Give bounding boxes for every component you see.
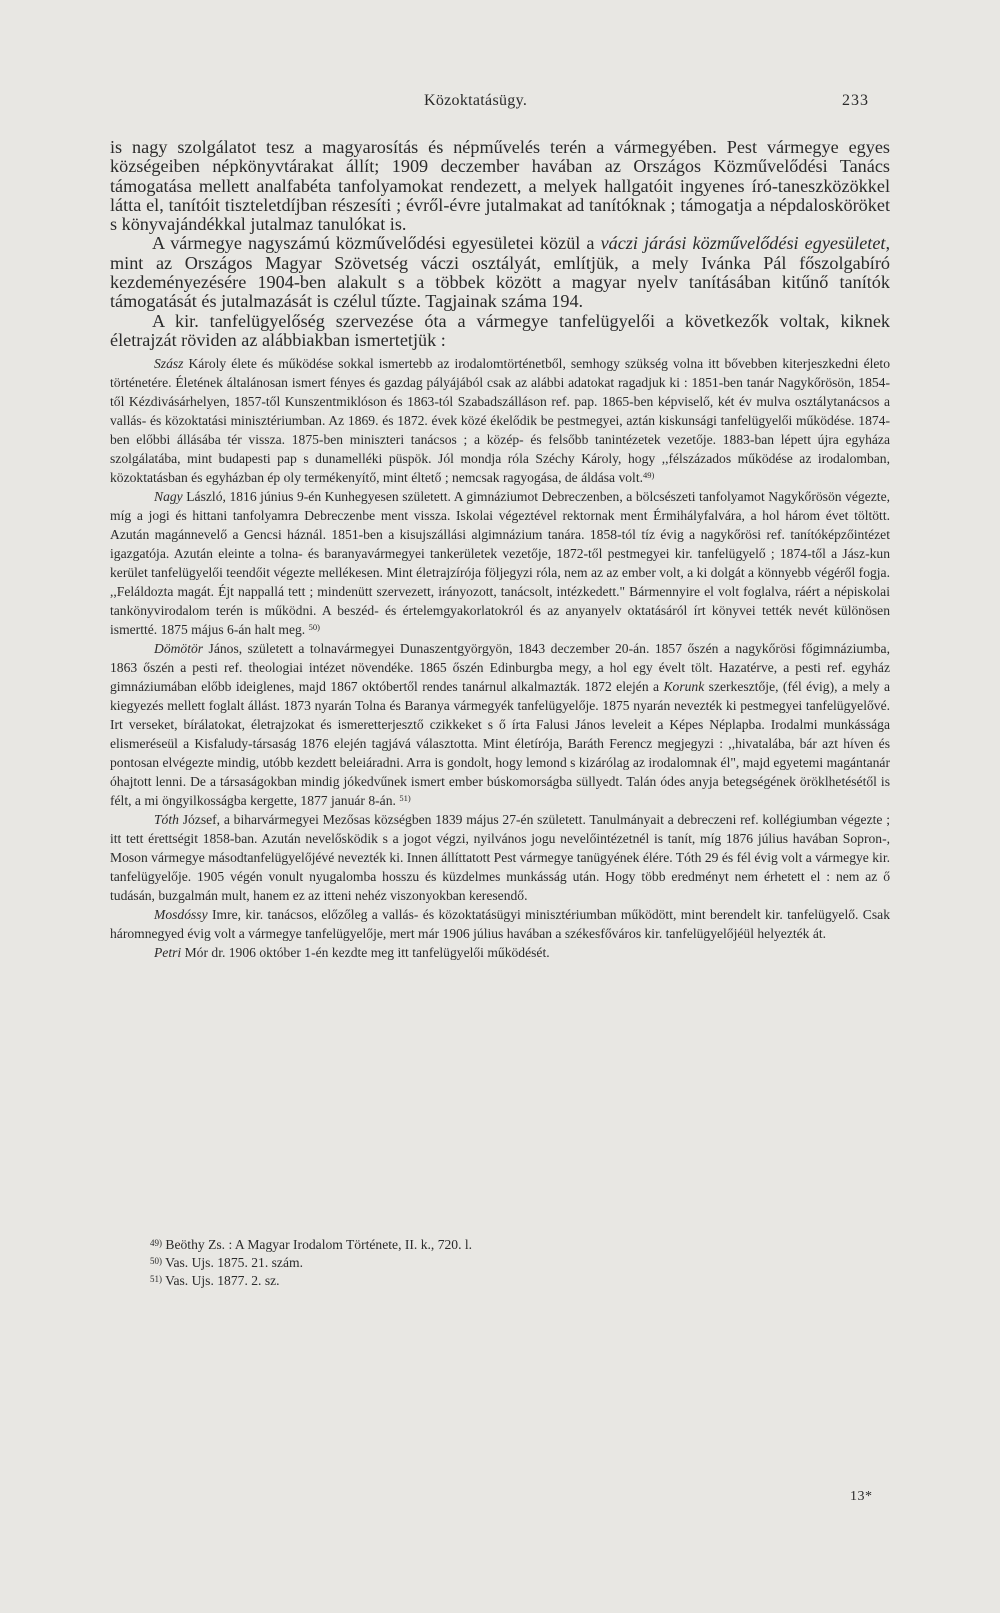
- biography-text: Imre, kir. tanácsos, előzőleg a vallás- és közoktatásügyi minisztériumban működött, mint berendelt kir. tanfelügyelő. Csak háromnegyed évig volt a vármegye tanfelügyelője, mert már 1906 július havában a székesfőváros kir. tanfelügyelőjéül helyezték át.: [110, 907, 890, 942]
- running-head: [0, 92, 1000, 116]
- body-text: [110, 138, 890, 962]
- paragraph: A kir. tanfelügyelőség szervezése óta a vármegye tanfelügyelői a következők voltak, kiknek életrajzát röviden az alábbiakban ismertetjük :: [110, 310, 890, 350]
- biography-name: Petri: [154, 945, 182, 961]
- biography-entry: [110, 810, 890, 905]
- biography-text: szerkesztője, (fél évig), a mely a kiegyezés mellett foglalt állást. 1873 nyarán Tolna és Baranya vármegyék tanfelügyelője. 1875 nyarán nevezték ki pestmegyei tanfelügyelővé. Irt verseket, bírálatokat, életrajzokat és ismeretterjesztő czikkeket s ő írta Falusi János leveleit a Képes Néplapba. Irodalmi munkássága elismeréseül a Kisfaludy-társaság 1876 elején tagjává választotta. Mint életírója, Baráth Ferencz megjegyzi : ,,hivatalába, bár azt híven és pontosan elvégezte mindig, utóbb kezdett beleiáradni. Arra is gondolt, hogy lemond s kizárólag az irodalomnak él", majd egyetemi magántanár óhajtott lenni. De a társaságokban mindig jókedvűnek ismert ember búskomorságba süllyedt. Talán ódes anyja betegségének öröklhetésétől is félt, a mi öngyilkosságba kergette, 1877 január 8-án.: [110, 679, 891, 809]
- journal-title: Korunk: [663, 679, 705, 695]
- footnote-ref: 49): [643, 470, 655, 481]
- biography-entry: [110, 639, 890, 810]
- biography-name: Dömötör: [154, 641, 204, 657]
- footnote-number: 51): [150, 1274, 162, 1284]
- footnote: [150, 1236, 472, 1254]
- footnote-text: Beöthy Zs. : A Magyar Irodalom Története, II. k., 720. l.: [162, 1237, 473, 1252]
- sheet-signature: 13*: [850, 1489, 873, 1504]
- biographies: [110, 354, 890, 962]
- emphasized-name: váczi járási közművelődési egyesületet,: [600, 233, 890, 254]
- biography-name: Nagy: [154, 489, 183, 505]
- running-title: Közoktatásügy.: [424, 92, 528, 109]
- paragraph: is nagy szolgálatot tesz a magyarosítás és népművelés terén a vármegyében. Pest vármegye egyes községeiben népkönyvtárakat állít; 1909 deczember havában az Országos Közművelődési Tanács támogatása mellett analfabéta tanfolyamokat rendezett, a melyek hallgatóit ingyenes író-taneszközökkel látta el, tanítóit tiszteletdíjban részesíti ; évről-évre jutalmakat ad tanítóknak ; támogatja a népdalosköröket s könyvajándékkal jutalmaz tanulókat is.: [110, 137, 890, 235]
- biography-text: József, a biharvármegyei Mezősas községben 1839 május 27-én született. Tanulmányait a debreczeni ref. kollégiumban végezte ; itt tett érettségit 1858-ban. Azután nevelősködik s a jogot végzi, nyilvános jogu nevelőintézetnél is tanít, míg 1876 július havában Sopron-, Moson vármegye másodtanfelügyelőjévé nevezték ki. Innen állíttatott Pest vármegye tanügyének élére. Tóth 29 és fél évig volt a vármegye kir. tanfelügyelője. 1905 végén vonult nyugalomba hosszu és küzdelmes munkásság után. Hogy több eredményt nem érhetett el : nem az ő tudásán, buzgalmán mult, hanem ez az itteni nehéz viszonyokban keresendő.: [110, 812, 890, 904]
- biography-name: Tóth: [154, 812, 179, 828]
- biography-entry: [110, 943, 890, 962]
- biography-entry: [110, 905, 890, 943]
- biography-text: László, 1816 június 9-én Kunhegyesen született. A gimnáziumot Debreczenben, a bölcsészeti tanfolyamot Nagykőrösön végezte, míg a jogi és hittani tanfolyamra Debreczenbe ment vissza. Iskolai végeztével rektornak ment Érmihályfalvára, a hol három évet töltött. Azután magánnevelő a Gencsi háznál. 1851-ben a kisujszállási algimnázium tanára. 1858-tól tíz évig a nagykőrösi ref. tanítóképzőintézet igazgatója. Azután eleinte a tolna- és baranyavármegyei tankerületek vezetője, 1872-től pestmegyei kir. tanfelügyelő ; 1874-től a Jász-kun kerület tanfelügyelői teendőit végezte mellékesen. Mint életrajzírója följegyzi róla, nem az az ember volt, a ki dolgát a könnyebb végéről fogja. ,,Feláldozta magát. Éjt nappallá tett ; mindenütt szervezett, irányozott, tanácsolt, intézkedett." Bármennyire el volt foglalva, ráért a népiskolai tankönyvirodalom terén is működni. A beszéd- és értelemgyakorlatokról és az anyanyelv oktatásáról írt könyvei tették nevét különösen ismertté. 1875 május 6-án halt meg.: [110, 489, 890, 638]
- biography-text: János, született a tolnavármegyei Dunaszentgyörgyön, 1843 deczember 20-án. 1857 őszén a nagykőrösi főgimnáziumba, 1863 őszén a pesti ref. theologiai intézet növendéke. 1865 őszén Edinburgba megy, a hol egy évelt tölt. Hazatérve, a pesti ref. egyház gimnáziumában előbb ideiglenes, majd 1867 októbertől rendes tanárnul alkalmazták. 1872 elején a: [110, 641, 890, 695]
- footnote-text: Vas. Ujs. 1875. 21. szám.: [162, 1255, 303, 1270]
- biography-entry: [110, 354, 890, 487]
- biography-text: Károly élete és működése sokkal ismertebb az irodalomtörténetből, semhogy szükség volna itt bővebben kiterjeszkedni életo történetére. Életének általánosan ismert fényes és gazdag pályájából csak az alábbi adatokat ragadjuk ki : 1851-ben tanár Nagykőrösön, 1854-től Kézdivásárhelyen, 1857-től Kunszentmiklóson és 1863-tól Szabadszálláson ref. pap. 1865-ben képviselő, két év mulva osztálytanácsos a vallás- és közoktatási minisztériumban. Az 1869. és 1872. évek közé ékelődik be pestmegyei, aztán kiskunsági tanfelügyelői működése. 1874-ben előbbi állásába tér vissza. 1875-ben miniszteri tanácsos ; a közép- és felsőbb tanintézetek vezetője. 1883-ban lépett újra egyháza szolgálatába, mint budapesti pap s dunamelléki püspök. Jól mondja róla Széchy Károly, hogy ,,félszázados működése az irodalomban, közoktatásban és egyházban ép oly termékenyítő, mint éltető ; nemcsak ragyogása, de áldása volt.: [110, 356, 890, 486]
- footnote-number: 50): [150, 1256, 162, 1266]
- paragraph: [110, 234, 890, 311]
- main-text: [110, 138, 890, 350]
- biography-name: Mosdóssy: [154, 907, 208, 923]
- footnote-number: 49): [150, 1238, 162, 1248]
- footnote-ref: 51): [399, 793, 411, 804]
- footnote: [150, 1254, 472, 1272]
- biography-name: Szász: [154, 356, 184, 372]
- footnotes: [150, 1236, 472, 1290]
- biography-entry: [110, 487, 890, 639]
- footnote-text: Vas. Ujs. 1877. 2. sz.: [162, 1273, 280, 1288]
- paragraph-text: mint az Országos Magyar Szövetség váczi osztályát, említjük, a mely Ivánka Pál főszolgabíró kezdeményezésére 1904-ben alakult s a többek között a magyar nyelv tanításában kitűnő tanítók támogatását és jutalmazását is czélul tűzte. Tagjainak száma 194.: [110, 252, 890, 312]
- footnote: [150, 1272, 472, 1290]
- page-number: 233: [842, 92, 869, 109]
- biography-text: Mór dr. 1906 október 1-én kezdte meg itt tanfelügyelői működését.: [181, 945, 550, 961]
- footnote-ref: 50): [308, 622, 320, 633]
- paragraph-text: A vármegye nagyszámú közművelődési egyesületei közül a: [152, 233, 595, 254]
